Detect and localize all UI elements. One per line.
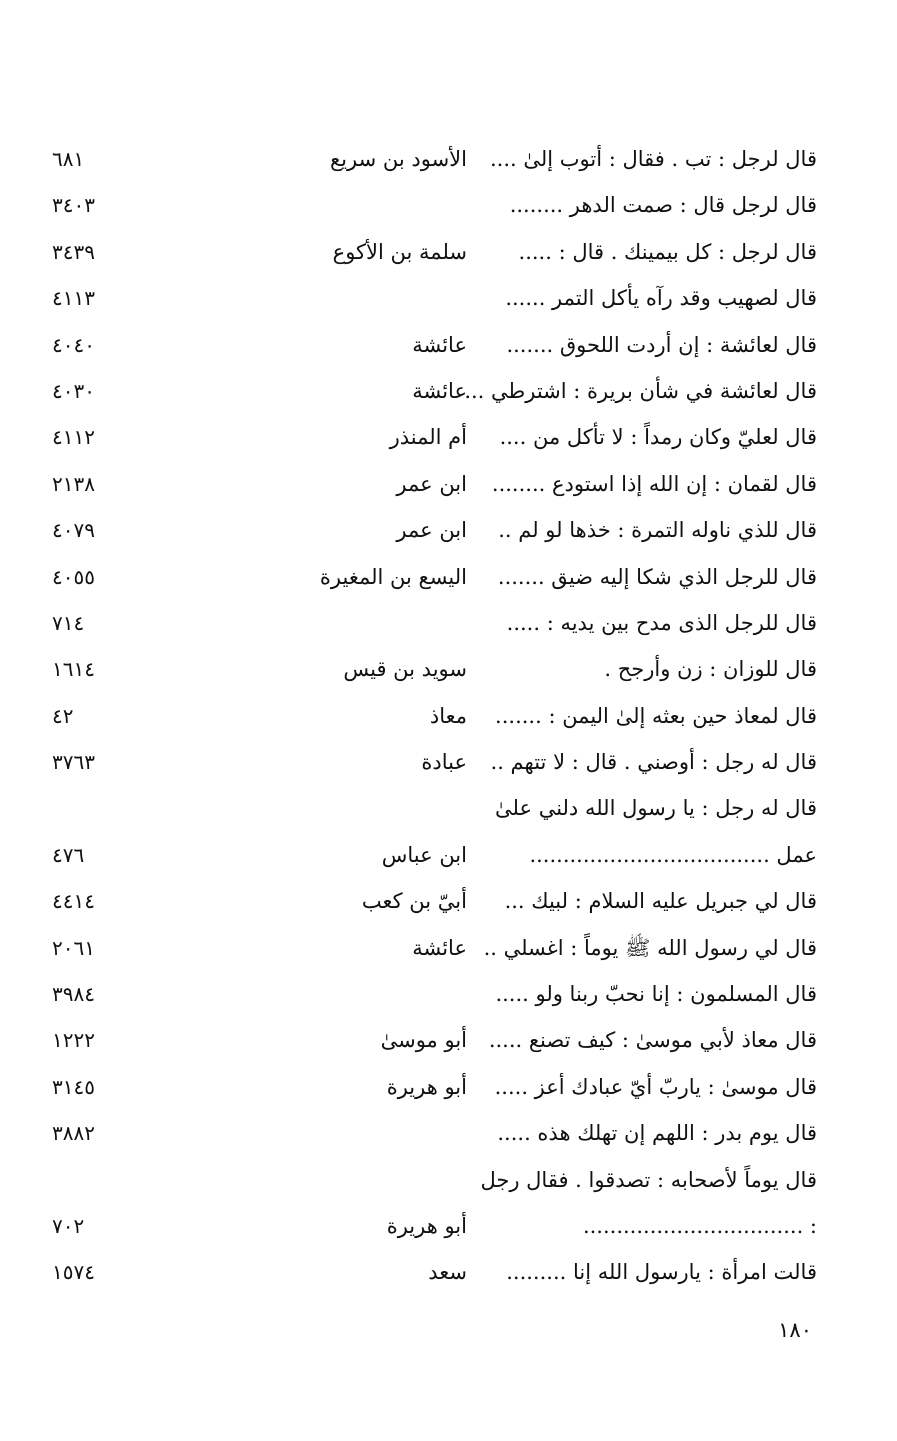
index-entry: [0, 693, 897, 739]
entry-number: ٤٧٦: [52, 842, 85, 867]
entry-number: ٦٨١: [52, 147, 85, 171]
entry-number: ٤٢: [52, 703, 74, 728]
entry-text: قال للرجل الذى مدح بين يديه : .....: [506, 610, 817, 635]
index-entry: [0, 1249, 897, 1295]
page-number: ١٨٠: [778, 1318, 812, 1342]
index-entry: [0, 554, 897, 600]
entry-number: ٤١١٣: [52, 286, 95, 311]
index-entry: [0, 229, 897, 275]
entry-text: قالت امرأة : يارسول الله إنا .........: [506, 1260, 817, 1285]
index-entry: [0, 646, 897, 692]
entry-narrator: اليسع بن المغيرة: [319, 564, 467, 589]
entry-number: ٧١٤: [52, 610, 85, 635]
entry-narrator: أبو هريرة: [386, 1074, 467, 1099]
index-entry: [0, 414, 897, 460]
entry-number: ٣٧٦٣: [52, 750, 95, 775]
entry-number: ٤٠٤٠: [52, 332, 95, 357]
index-entry: [0, 275, 897, 321]
index-entry: [0, 182, 897, 228]
entry-number: ٢١٣٨: [52, 471, 95, 496]
entry-number: ٣٤٠٣: [52, 193, 95, 218]
entry-text: قال لرجل قال : صمت الدهر ........: [509, 193, 817, 218]
index-entry: [0, 1110, 897, 1156]
entry-number: ٧٠٢: [52, 1214, 85, 1238]
index-entry: [0, 1017, 897, 1063]
entry-number: ٤١١٢: [52, 425, 95, 450]
entry-number: ٣٨٨٢: [52, 1121, 95, 1146]
entry-text: قال لي جبريل عليه السلام : لبيك ...: [504, 889, 817, 914]
entry-text: قال للذي ناوله التمرة : خذها لو لم ..: [498, 518, 817, 543]
entry-text: قال لعليّ وكان رمداً : لا تأكل من ....: [499, 425, 817, 450]
entry-narrator: عائشة: [412, 378, 467, 403]
index-entry: [0, 1064, 897, 1110]
index-entry: [0, 600, 897, 646]
entry-number: ١٢٢٢: [52, 1028, 95, 1053]
hadith-index-list: [0, 136, 897, 1296]
entry-narrator: عائشة: [412, 935, 467, 960]
entry-narrator: معاذ: [429, 703, 467, 728]
entry-narrator: أم المنذر: [389, 425, 467, 450]
entry-text: قال لقمان : إن الله إذا استودع ........: [491, 471, 817, 496]
entry-number: ١٦١٤: [52, 657, 95, 682]
entry-narrator: ابن عمر: [396, 518, 467, 543]
entry-text: قال المسلمون : إنا نحبّ ربنا ولو .....: [495, 982, 817, 1007]
entry-number: ٤٤١٤: [52, 889, 95, 914]
entry-narrator: عبادة: [421, 750, 467, 775]
entry-number: ٣١٤٥: [52, 1074, 95, 1099]
entry-narrator: سلمة بن الأكوع: [332, 239, 467, 264]
entry-narrator: الأسود بن سريع: [330, 147, 467, 171]
index-entry: [0, 461, 897, 507]
entry-text: قال لرجل : تب . فقال : أتوب إلىٰ ....: [490, 147, 817, 171]
entry-text: قال له رجل : أوصني . قال : لا تتهم ..: [490, 750, 817, 775]
entry-number: ٤٠٥٥: [52, 564, 95, 589]
index-entry: [0, 368, 897, 414]
entry-text: قال له رجل : يا رسول الله دلني علىٰ عمل ....................................: [495, 796, 817, 867]
entry-text: قال لي رسول الله ﷺ يوماً : اغسلي ..: [483, 935, 817, 960]
entry-number: ٢٠٦١: [52, 935, 95, 960]
index-entry: [0, 739, 897, 785]
entry-text: قال لعائشة : إن أردت اللحوق .......: [506, 332, 817, 357]
entry-narrator: أبو هريرة: [386, 1214, 467, 1238]
entry-narrator: سويد بن قيس: [343, 657, 467, 682]
index-entry: [0, 925, 897, 971]
index-entry: [0, 507, 897, 553]
entry-narrator: ابن عمر: [396, 471, 467, 496]
entry-text: قال معاذ لأبي موسىٰ : كيف تصنع .....: [488, 1028, 817, 1053]
index-entry: [0, 136, 897, 182]
entry-text: قال يوم بدر : اللهم إن تهلك هذه .....: [497, 1121, 817, 1146]
entry-text: قال للوزان : زن وأرجح .: [604, 657, 817, 682]
entry-number: ٤٠٣٠: [52, 378, 95, 403]
entry-text: قال موسىٰ : ياربّ أيّ عبادك أعز .....: [494, 1074, 817, 1099]
entry-number: ٣٤٣٩: [52, 239, 95, 264]
entry-text: قال لعائشة في شأن بريرة : اشترطي ...: [464, 378, 817, 403]
entry-text: قال لرجل : كل بيمينك . قال : .....: [518, 239, 817, 264]
entry-text: قال لصهيب وقد رآه يأكل التمر ......: [505, 286, 817, 311]
index-entry: [0, 878, 897, 924]
entry-number: ٤٠٧٩: [52, 518, 95, 543]
entry-number: ٣٩٨٤: [52, 982, 95, 1007]
index-entry: [0, 785, 897, 878]
entry-text: قال لمعاذ حين بعثه إلىٰ اليمن : .......: [495, 703, 817, 728]
entry-text: قال يوماً لأصحابه : تصدقوا . فقال رجل : .................................: [480, 1167, 817, 1239]
index-entry: [0, 322, 897, 368]
entry-narrator: أبيّ بن كعب: [361, 889, 467, 914]
entry-text: قال للرجل الذي شكا إليه ضيق .......: [497, 564, 817, 589]
entry-narrator: أبو موسىٰ: [380, 1028, 467, 1053]
entry-narrator: ابن عباس: [381, 842, 467, 867]
entry-number: ١٥٧٤: [52, 1260, 95, 1285]
index-entry: [0, 1157, 897, 1250]
entry-narrator: عائشة: [412, 332, 467, 357]
index-entry: [0, 971, 897, 1017]
entry-narrator: سعد: [428, 1260, 467, 1285]
